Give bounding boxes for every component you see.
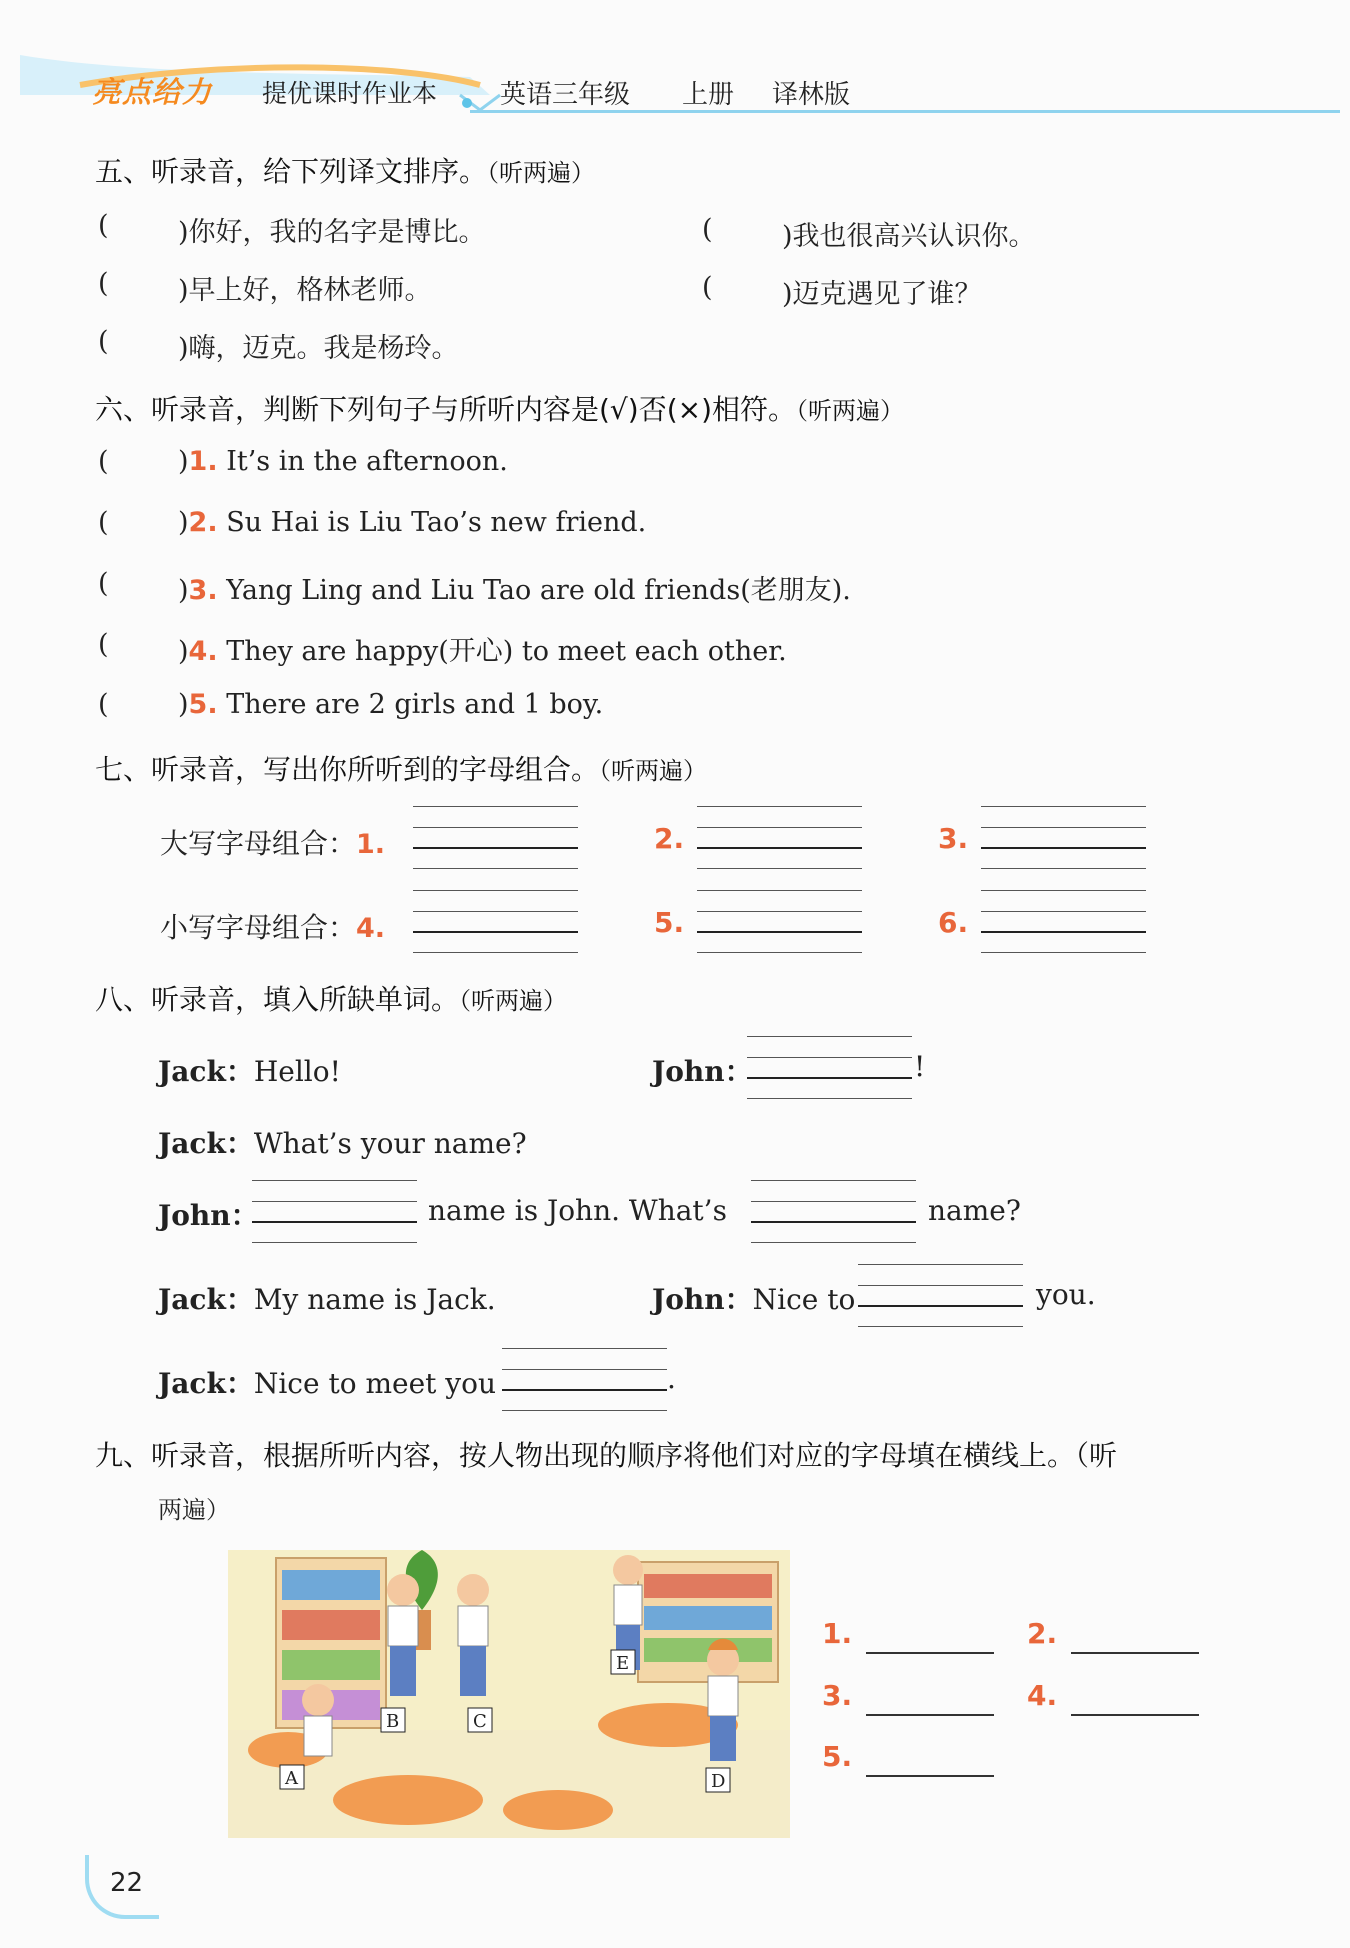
svg-text:D: D bbox=[711, 1771, 726, 1792]
dialogue-line-4-john: John：Nice to bbox=[652, 1283, 856, 1316]
section-5-title: 五、听录音，给下列译文排序。（听两遍） bbox=[95, 155, 596, 188]
page-number: 22 bbox=[110, 1868, 144, 1898]
dialogue-line-1-john: John： bbox=[652, 1055, 753, 1088]
answer-paren[interactable]: ( bbox=[98, 268, 109, 299]
lowercase-label: 小写字母组合：4. bbox=[160, 911, 386, 944]
brand-logo: 亮点给力 bbox=[92, 75, 213, 109]
dialogue-line-3-end: name? bbox=[928, 1194, 1021, 1227]
answer-paren[interactable]: ( bbox=[98, 689, 109, 720]
dialogue-line-2-jack: Jack：What’s your name? bbox=[158, 1127, 527, 1160]
dialogue-line-4-end: you. bbox=[1036, 1278, 1096, 1311]
answer-paren[interactable]: ( bbox=[98, 326, 109, 357]
dialogue-line-4-jack: Jack：My name is Jack. bbox=[158, 1283, 496, 1316]
header-subject: 英语三年级 bbox=[500, 80, 631, 110]
letter-grid-4[interactable] bbox=[413, 890, 578, 952]
s6-item-2: )2. Su Hai is Liu Tao’s new friend. bbox=[178, 507, 647, 538]
answer-paren[interactable]: ( bbox=[98, 568, 109, 599]
section-9-title-cont: 两遍） bbox=[158, 1496, 230, 1524]
s7-num-6: 6. bbox=[938, 906, 969, 939]
order-blank-2[interactable] bbox=[1071, 1652, 1199, 1654]
header-volume: 上册 bbox=[682, 80, 735, 110]
svg-text:E: E bbox=[616, 1653, 630, 1674]
header-edition: 译林版 bbox=[772, 80, 851, 110]
round-table bbox=[333, 1775, 483, 1825]
dialogue-line-3-mid: name is John. What’s bbox=[428, 1194, 727, 1227]
answer-paren[interactable]: ( bbox=[98, 446, 109, 477]
uppercase-label: 大写字母组合：1. bbox=[160, 827, 386, 860]
s5-item-1: )你好，我的名字是博比。 bbox=[178, 217, 486, 248]
s7-num-3: 3. bbox=[938, 822, 969, 855]
answer-paren[interactable]: ( bbox=[702, 214, 713, 245]
order-blank-4[interactable] bbox=[1071, 1714, 1199, 1716]
svg-text:B: B bbox=[386, 1711, 400, 1732]
s5-item-2: )我也很高兴认识你。 bbox=[782, 221, 1036, 252]
s6-item-1: )1. It’s in the afternoon. bbox=[178, 446, 508, 477]
s6-item-5: )5. There are 2 girls and 1 boy. bbox=[178, 689, 604, 720]
svg-text:C: C bbox=[473, 1711, 487, 1732]
letter-grid-2[interactable] bbox=[697, 806, 862, 868]
s6-item-4: )4. They are happy(开心) to meet each other. bbox=[178, 636, 787, 667]
s5-item-4: )迈克遇见了谁？ bbox=[782, 279, 982, 310]
order-blank-3[interactable] bbox=[866, 1714, 994, 1716]
word-blank-1[interactable] bbox=[747, 1036, 912, 1098]
answer-paren[interactable]: ( bbox=[702, 272, 713, 303]
section-7-title: 七、听录音，写出你所听到的字母组合。（听两遍） bbox=[95, 753, 708, 786]
dialogue-line-1-jack: Jack：Hello! bbox=[158, 1055, 341, 1088]
word-blank-2[interactable] bbox=[252, 1180, 417, 1242]
svg-text:A: A bbox=[285, 1768, 298, 1789]
section-8-title: 八、听录音，填入所缺单词。（听两遍） bbox=[95, 983, 568, 1016]
stool-right bbox=[503, 1790, 613, 1830]
s9-num-5: 5. bbox=[822, 1740, 853, 1773]
s7-num-2: 2. bbox=[654, 822, 685, 855]
letter-grid-6[interactable] bbox=[981, 890, 1146, 952]
word-blank-4[interactable] bbox=[858, 1264, 1023, 1326]
dialogue-line-3-john: John： bbox=[158, 1199, 259, 1232]
punct-exclaim: ! bbox=[914, 1050, 926, 1083]
child-e bbox=[611, 1555, 643, 1674]
s9-num-1: 1. bbox=[822, 1617, 853, 1650]
s9-num-3: 3. bbox=[822, 1679, 853, 1712]
letter-grid-3[interactable] bbox=[981, 806, 1146, 868]
answer-paren[interactable]: ( bbox=[98, 507, 109, 538]
answer-paren[interactable]: ( bbox=[98, 210, 109, 241]
s5-item-3: )早上好，格林老师。 bbox=[178, 275, 432, 306]
header-dot bbox=[462, 98, 472, 108]
section-9-title: 九、听录音，根据所听内容，按人物出现的顺序将他们对应的字母填在横线上。（听 bbox=[95, 1439, 1118, 1472]
s9-num-2: 2. bbox=[1027, 1617, 1058, 1650]
answer-paren[interactable]: ( bbox=[98, 629, 109, 660]
s6-item-3: )3. Yang Ling and Liu Tao are old friends(老朋友). bbox=[178, 575, 851, 606]
s5-item-5: )嗨，迈克。我是杨玲。 bbox=[178, 333, 459, 364]
letter-grid-5[interactable] bbox=[697, 890, 862, 952]
library-scene-illustration bbox=[228, 1550, 790, 1838]
letter-grid-1[interactable] bbox=[413, 806, 578, 868]
order-blank-1[interactable] bbox=[866, 1652, 994, 1654]
order-blank-5[interactable] bbox=[866, 1775, 994, 1777]
s7-num-5: 5. bbox=[654, 906, 685, 939]
word-blank-5[interactable] bbox=[502, 1348, 667, 1410]
punct-period: . bbox=[667, 1362, 676, 1395]
brand-subtitle: 提优课时作业本 bbox=[262, 79, 438, 108]
dialogue-line-5-jack: Jack：Nice to meet you bbox=[158, 1367, 497, 1400]
section-6-title: 六、听录音，判断下列句子与所听内容是(√)否(×)相符。（听两遍） bbox=[95, 393, 905, 426]
word-blank-3[interactable] bbox=[751, 1180, 916, 1242]
s9-num-4: 4. bbox=[1027, 1679, 1058, 1712]
